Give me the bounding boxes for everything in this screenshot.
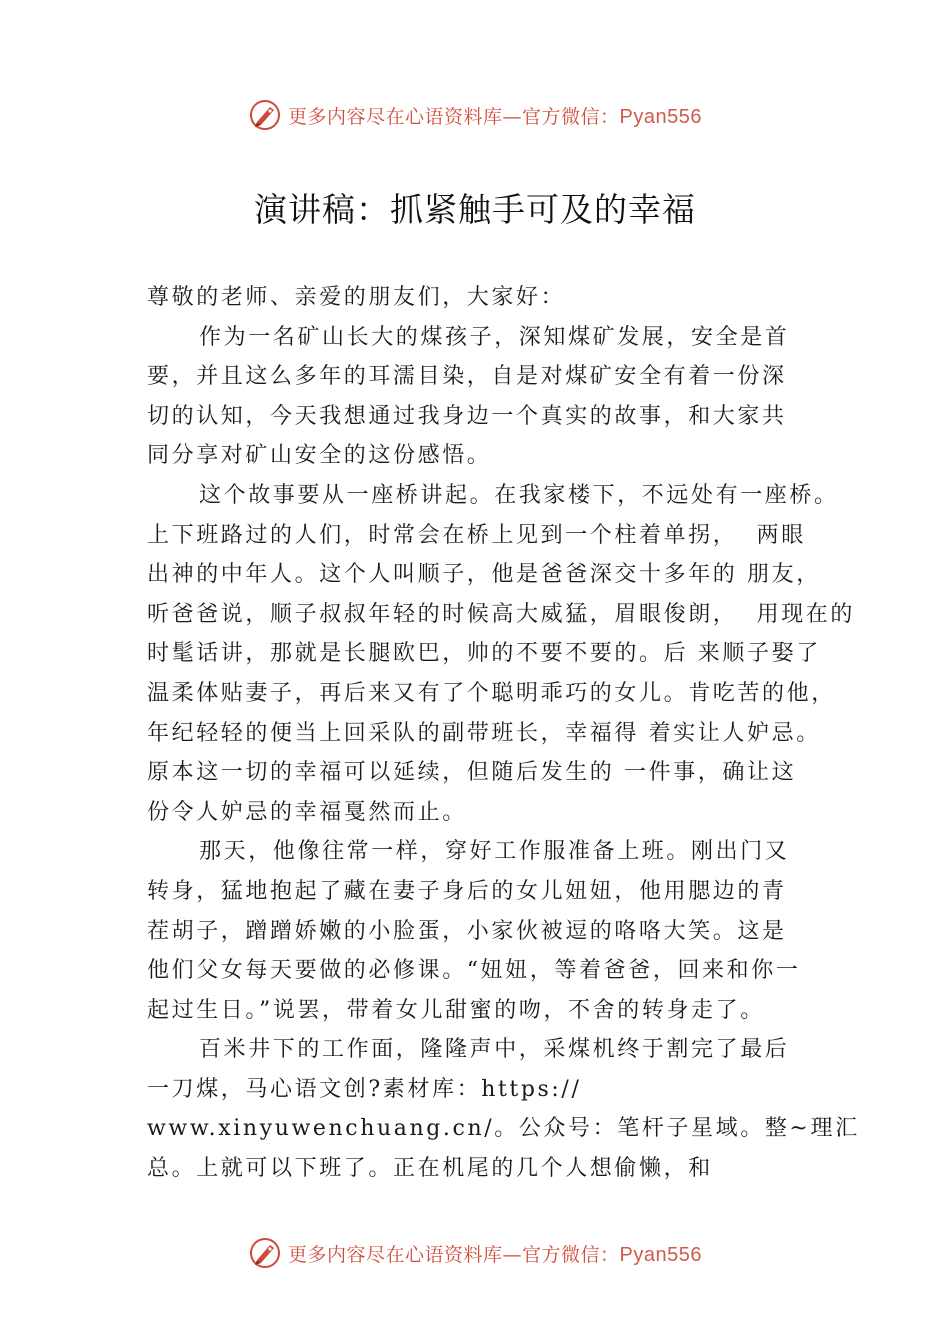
text-line: 起过生日。”说罢，带着女儿甜蜜的吻，不舍的转身走了。 [147,997,765,1023]
text-line: 年纪轻轻的便当上回采队的副带班长，幸福得 着实让人妒忌。 [147,720,821,746]
text-line: 转身，猛地抱起了藏在妻子身后的女儿妞妞，他用腮边的青 [147,878,787,904]
text-line: 出神的中年人。这个人叫顺子，他是爸爸深交十多年的 朋友， [147,562,821,588]
document-title: 演讲稿：抓紧触手可及的幸福 [254,190,696,229]
text-line: 同分享对矿山安全的这份感悟。 [147,443,492,469]
banner-label: 更多内容尽在心语资料库—官方微信： [288,1243,620,1266]
wechat-id: Pyan556 [619,105,702,128]
text-line: 一刀煤，马心语文创?素材库：https:// [147,1076,582,1102]
text-line: 原本这一切的幸福可以延续，但随后发生的 一件事，确让这 [147,760,797,786]
text-line: www.xinyuwenchuang.cn/。公众号：笔杆子星域。整~理汇 [147,1116,860,1142]
text-line: 时髦话讲，那就是长腿欧巴，帅的不要不要的。后 来顺子娶了 [147,641,821,667]
text-line: 他们父女每天要做的必修课。“妞妞，等着爸爸，回来和你一 [147,958,801,984]
text-line: 上下班路过的人们，时常会在桥上见到一个柱着单拐， 两眼 [147,522,806,548]
text-line: 尊敬的老师、亲爱的朋友们，大家好： [147,285,566,310]
text-line: 这个故事要从一座桥讲起。在我家楼下，不远处有一座桥。 [199,482,839,508]
banner-text [288,1240,702,1267]
footer-banner [0,1233,950,1273]
text-line: 份令人妒忌的幸福戛然而止。 [147,799,467,825]
text-line: 总。上就可以下班了。正在机尾的几个人想偷懒，和 [147,1156,713,1182]
banner-text [288,102,702,129]
text-line: 百米井下的工作面，隆隆声中，采煤机终于割完了最后 [199,1037,790,1063]
header-banner [0,95,950,135]
text-line: 那天，他像往常一样，穿好工作服准备上班。刚出门又 [199,839,790,865]
text-line: 切的认知，今天我想通过我身边一个真实的故事，和大家共 [147,403,787,429]
text-line: 作为一名矿山长大的煤孩子，深知煤矿发展，安全是首 [199,324,790,350]
text-line: 听爸爸说，顺子叔叔年轻的时候高大威猛，眉眼俊朗， 用现在的 [147,601,855,627]
text-line: 茬胡子，蹭蹭娇嫩的小脸蛋，小家伙被逗的咯咯大笑。这是 [147,918,787,944]
wechat-id: Pyan556 [619,1243,702,1266]
text-line: 要，并且这么多年的耳濡目染，自是对煤矿安全有着一份深 [147,364,787,390]
pen-logo-icon [248,98,282,132]
document-body [147,278,867,1189]
banner-label: 更多内容尽在心语资料库—官方微信： [288,105,620,128]
pen-logo-icon [248,1236,282,1270]
text-line: 温柔体贴妻子，再后来又有了个聪明乖巧的女儿。肯吃苦的他， [147,680,836,706]
